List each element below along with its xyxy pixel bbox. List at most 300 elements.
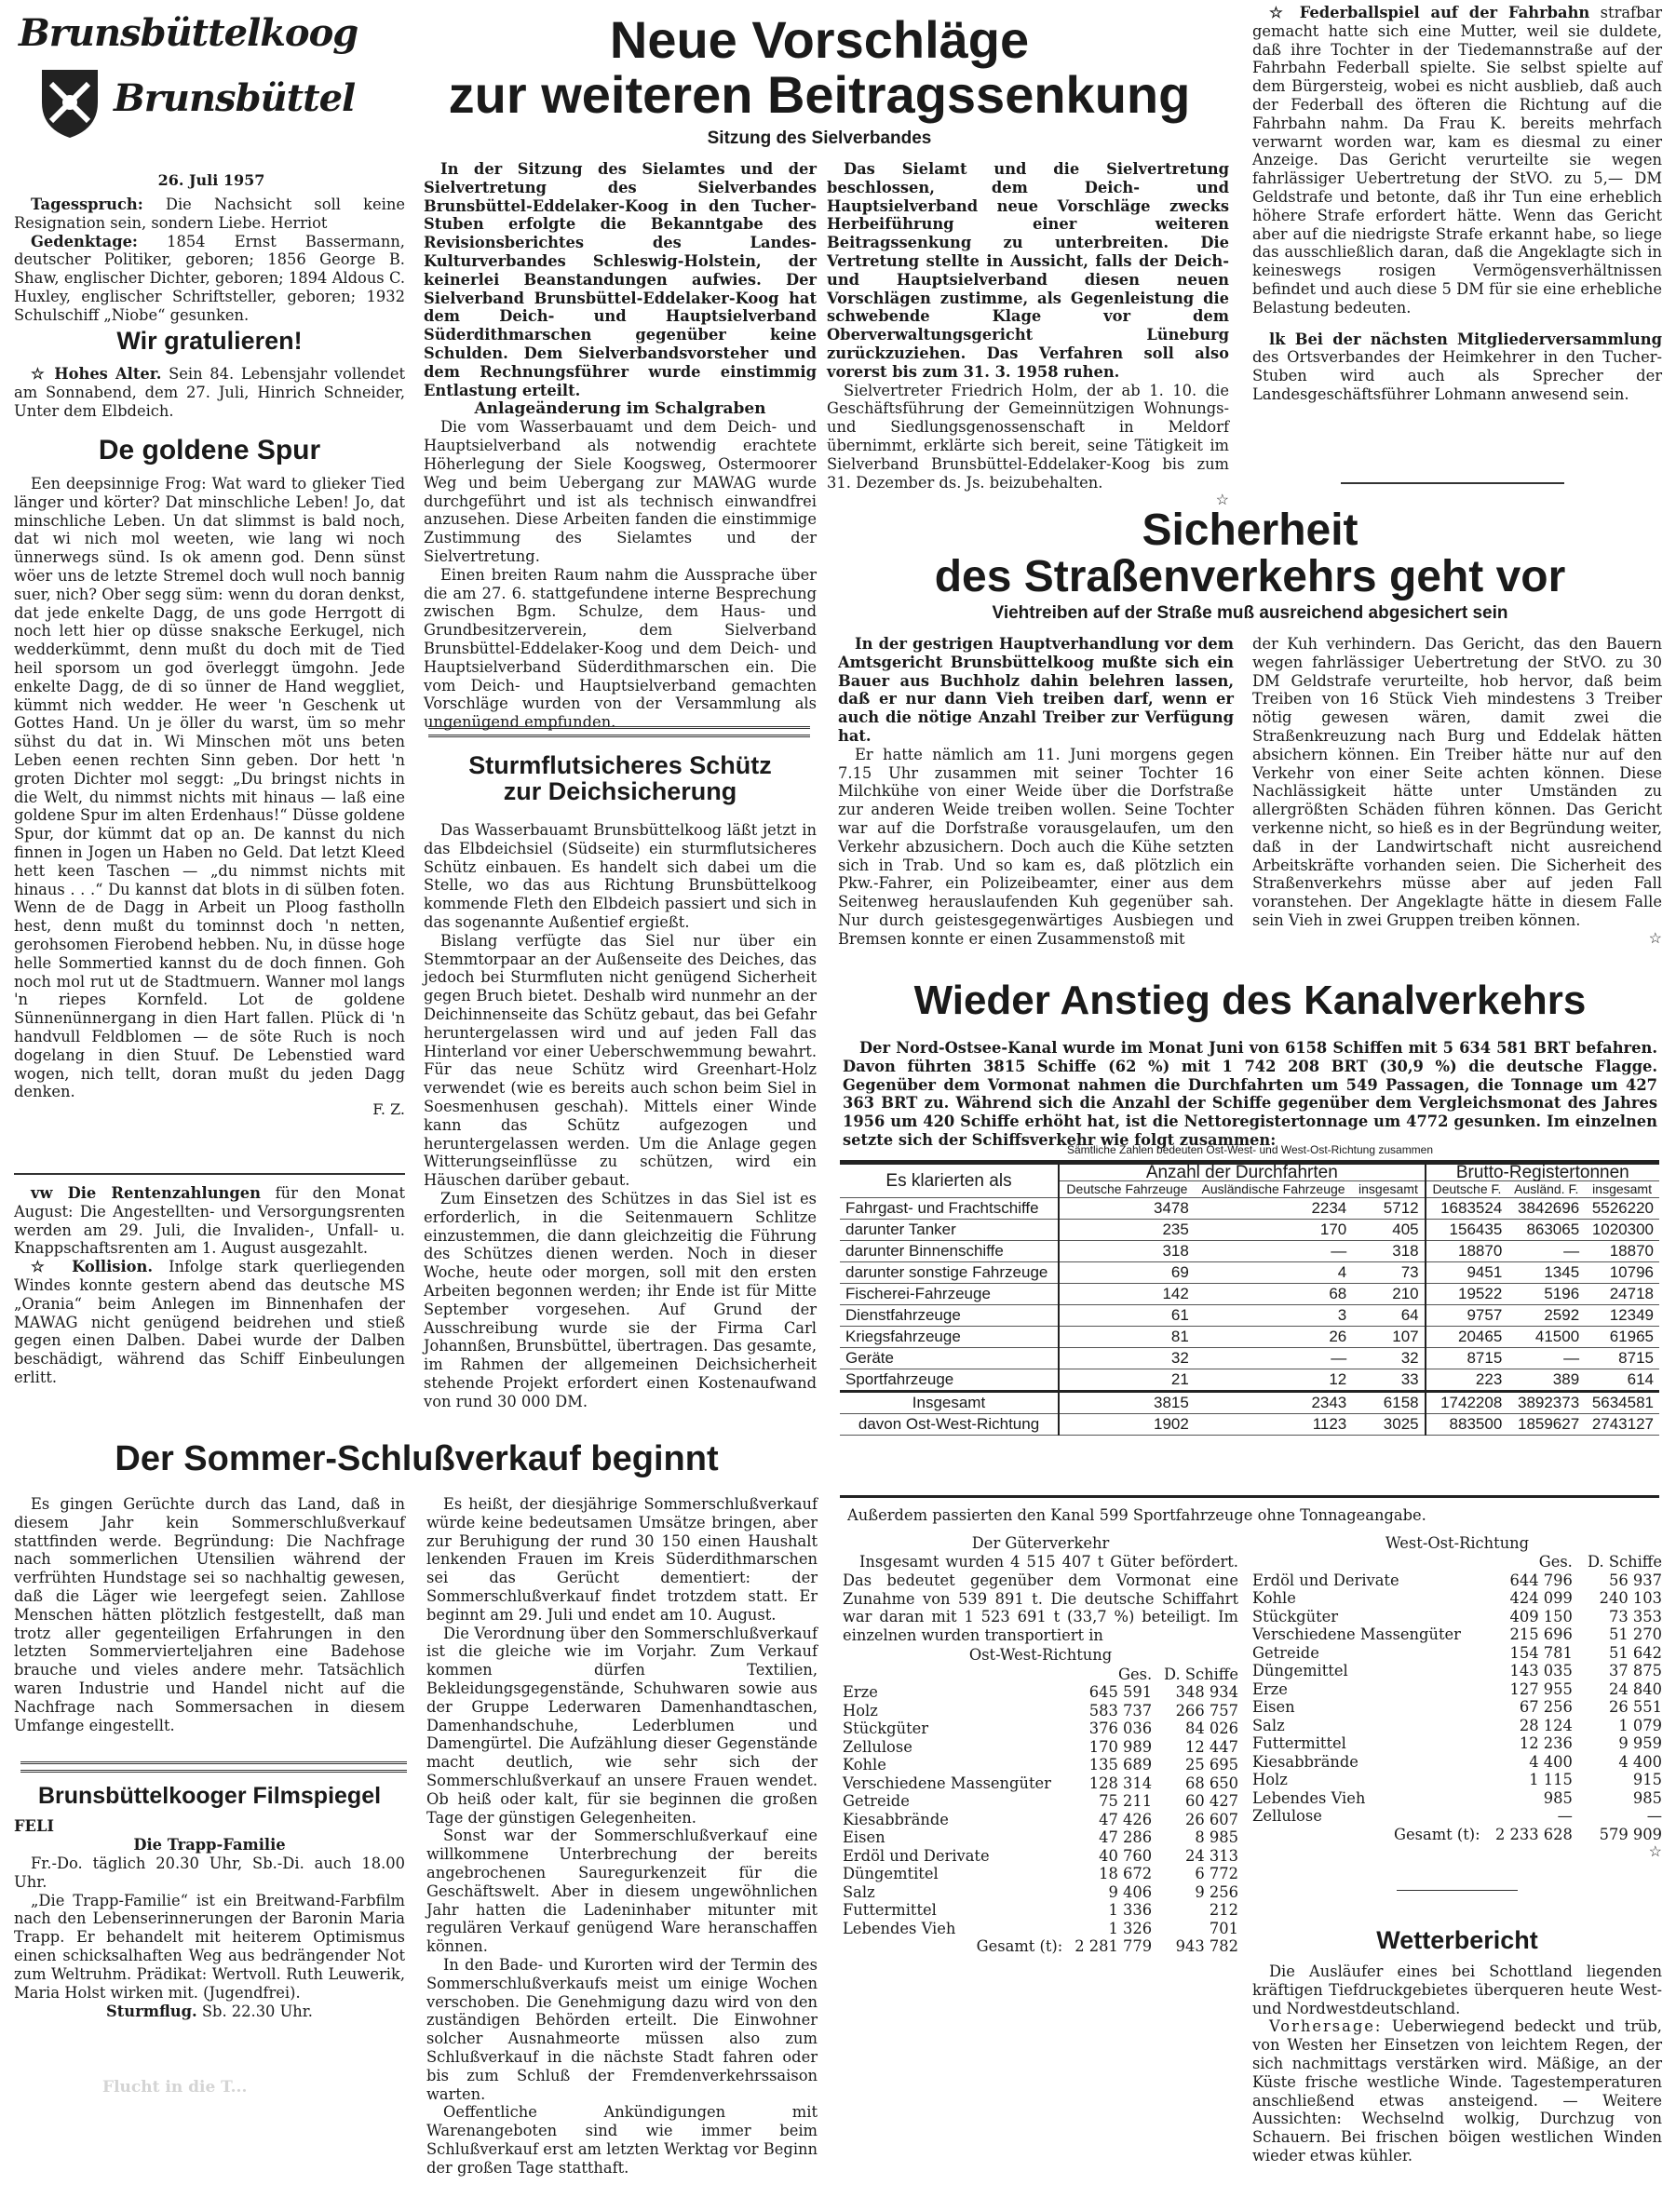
- table-cell: 2343: [1195, 1392, 1352, 1414]
- goods-cell: 12 236: [1519, 1734, 1573, 1752]
- table-cell: 33: [1352, 1369, 1425, 1392]
- row-label: davon Ost-West-Richtung: [840, 1414, 1059, 1436]
- goods-cell: 1 336: [1108, 1901, 1153, 1920]
- goods-cell: 1 115: [1529, 1771, 1573, 1788]
- table-cell: 32: [1059, 1348, 1195, 1369]
- gueter-heading: Der Güterverkehr: [971, 1534, 1110, 1552]
- goods-cell: 75 211: [1099, 1792, 1153, 1811]
- goods-cell: 985: [1543, 1788, 1573, 1807]
- table-row: [840, 1392, 1659, 1414]
- goods-row: [843, 1883, 1238, 1902]
- goods-cell: Kiesabbrände: [843, 1810, 949, 1828]
- kanal-ausserdem: [847, 1506, 1657, 1525]
- table-row: [840, 1262, 1659, 1284]
- verkehr-headline: [838, 507, 1662, 601]
- table-cell: 5526220: [1585, 1198, 1659, 1220]
- table-cell: 863065: [1507, 1220, 1585, 1241]
- schuetz-p2: Bislang verfügte das Siel nur über ein Stemmtorpaar an der Außenseite des Deiches, das jedoch bei Sturmfluten nicht genügend Sicherheit gegen Bruch bietet. Deshalb wird nunmehr an der Deichinnenseite das Schütz gebaut, das bei Gefahr heruntergelassen wird und auf jeden Fall das Hinterland vor einer Ueberschwemmung bewahrt. Für das neue Schütz wird Greenhart-Holz verwendet (wie es bereits auch schon beim Siel in Soesmenhusen geschah). Mittels einer Winde kann das Schütz aufgezogen und heruntergelassen werden. Um die Anlage gegen Witterungseinflüsse zu schützen, wird ein Häuschen darüber gebaut.: [424, 931, 817, 1190]
- table-cell: 61: [1059, 1305, 1195, 1327]
- goods-cell: 60 427: [1185, 1792, 1238, 1811]
- late-movie-time: Sb. 22.30 Uhr.: [201, 2003, 313, 2021]
- table-cell: 1123: [1195, 1414, 1352, 1436]
- goods-row: [843, 1811, 1238, 1829]
- goods-cell: 135 689: [1088, 1756, 1153, 1774]
- wetter-heading: Wetterbericht: [1376, 1926, 1538, 1954]
- goods-cell: Zellulose: [1252, 1807, 1322, 1825]
- goods-row: [1252, 1608, 1662, 1626]
- sommer-p2: Es heißt, der diesjährige Sommerschlußverkauf würde keine bedeutsamen Umsätze bringen, aber zur Beruhigung der rund 30 150 einen Haushalt lenkenden Frauen im Kreis Süderdithmarschen sei das Gerücht dementiert: der Sommerschlußverkauf findet trotzdem statt. Er beginnt am 29. Juli und endet am 10. August.: [426, 1495, 818, 1624]
- goods-row: [1252, 1625, 1662, 1644]
- table-cell: 26: [1195, 1327, 1352, 1348]
- table-cell: 318: [1059, 1241, 1195, 1262]
- goods-cell: 25 695: [1185, 1756, 1238, 1774]
- table-header-durchfahrten: Anzahl der Durchfahrten: [1059, 1165, 1426, 1181]
- table-cell: 1345: [1507, 1262, 1585, 1284]
- ost-west-table: [843, 1666, 1238, 1956]
- table-cell: —: [1195, 1348, 1352, 1369]
- goods-row: [1252, 1734, 1662, 1753]
- goods-cell: 56 937: [1609, 1571, 1662, 1589]
- goods-cell: 12 447: [1185, 1737, 1238, 1756]
- table-cell: 142: [1059, 1284, 1195, 1305]
- table-cell: 883500: [1426, 1414, 1508, 1436]
- table-cell: 156435: [1426, 1220, 1508, 1241]
- goods-cell: Ges.: [1117, 1665, 1153, 1683]
- renten-text: für den Monat August: Die Angestellten- und Versorgungsrenten werden am 29. Juli, die Invaliden-, Unfall- u. Knappschaftsrenten am 1. August ausgezahlt.: [14, 1184, 405, 1258]
- verkehr-title-line1: Sicherheit: [1142, 506, 1358, 555]
- divider: [1341, 482, 1564, 484]
- goods-cell: 4 400: [1618, 1752, 1662, 1771]
- goods-row: [843, 1920, 1238, 1938]
- table-cell: 20465: [1426, 1327, 1508, 1348]
- goods-row: [843, 1756, 1238, 1774]
- table-cell: 19522: [1426, 1284, 1508, 1305]
- goods-cell: Holz: [1252, 1771, 1288, 1788]
- goods-row: [843, 1901, 1238, 1920]
- goods-cell: 701: [1209, 1919, 1238, 1937]
- goldene-spur-heading: De goldene Spur: [98, 435, 321, 465]
- goods-cell: Kiesabbrände: [1252, 1752, 1358, 1771]
- table-cell: 41500: [1507, 1327, 1585, 1348]
- row-label: darunter Tanker: [840, 1220, 1059, 1241]
- table-cell: —: [1507, 1348, 1585, 1369]
- table-subheader: Ausländ. F.: [1507, 1181, 1585, 1198]
- table-cell: 12: [1195, 1369, 1352, 1392]
- goods-cell: 47 426: [1099, 1810, 1153, 1828]
- verkehr-p2: der Kuh verhindern. Das Gericht, das den Bauern wegen fahrlässiger Uebertretung der StVO. zu 30 DM Geldstrafe verurteilte, hob hervor, daß beim Treiben von 16 Stück Vieh mindestens 3 Treiber nötig gewesen wären, damit zwei die Straßenkreuzung nach Burg und Eddelak hätten absichern können. Ein Treiber hätte nur auf den Verkehr von einer Seite achten können. Diese Nachlässigkeit hätte unter Umständen zu allergrößten Schäden führen können. Das Gericht verkenne nicht, so hieß es in der Begründung weiter, daß in der Landwirtschaft nicht ausreichend Arbeitskräfte vorhanden seien. Die Sicherheit des Straßenverkehrs müsse aber auf jeden Fall voranstehen. Der Angeklagte hätte in diesem Falle sein Vieh in zwei Gruppen treiben können.: [1252, 635, 1662, 929]
- goods-row: [1252, 1717, 1662, 1735]
- heimkehrer-text: des Ortsverbandes der Heimkehrer in den Tucher-Stuben wird auch als Sprecher der Landesgeschäftsführer Lohmann anwesend sein.: [1252, 348, 1662, 403]
- table-cell: 32: [1352, 1348, 1425, 1369]
- goods-cell: Lebendes Vieh: [1252, 1788, 1366, 1807]
- gratulieren-heading: Wir gratulieren!: [116, 327, 303, 355]
- cinema-name: FELI: [14, 1817, 55, 1835]
- goods-cell: Gesamt (t):: [1394, 1825, 1480, 1843]
- table-cell: 64: [1352, 1305, 1425, 1327]
- goods-cell: Erdöl und Derivate: [1252, 1571, 1399, 1589]
- goods-cell: Düngemittel: [1252, 1662, 1348, 1679]
- issue-date: 26. Juli 1957: [157, 171, 265, 189]
- table-cell: 8715: [1585, 1348, 1659, 1369]
- table-header-brt: Brutto-Registertonnen: [1426, 1165, 1659, 1181]
- goods-cell: 37 875: [1609, 1662, 1662, 1679]
- goods-row: [843, 1702, 1238, 1720]
- goods-cell: 579 909: [1599, 1825, 1662, 1843]
- goods-cell: 24 840: [1609, 1679, 1662, 1698]
- table-cell: 2592: [1507, 1305, 1585, 1327]
- table-cell: 3: [1195, 1305, 1352, 1327]
- goods-cell: 9 406: [1108, 1882, 1153, 1901]
- goods-row: [843, 1792, 1238, 1811]
- table-cell: —: [1195, 1241, 1352, 1262]
- siel-title-line1: Neue Vorschläge: [609, 10, 1030, 69]
- goods-row: [843, 1738, 1238, 1757]
- verkehr-p1: Er hatte nämlich am 11. Juni morgens gegen 7.15 Uhr zusammen mit seiner Tochter 16 Milchkühe von einer Weide über die Dorfstraße zur anderen Weide treiben wollen. Seine Tochter war auf die Dorfstraße vorausgelaufen, um den Verkehr abzusichern. Doch auch die Kühe setzten sich in Trab. Und so kam es, daß plötzlich ein Pkw.-Fahrer, ein Polizeibeamter, einer aus dem Seitenweg herauslaufenden Kuh gegenüber sah. Nur durch geistesgegenwärtiges Ausbiegen und Bremsen konnte er einen Zusammenstoß mit: [838, 745, 1234, 948]
- goods-cell: Futtermittel: [843, 1901, 937, 1920]
- table-cell: 3892373: [1507, 1392, 1585, 1414]
- goods-cell: 26 607: [1185, 1810, 1238, 1828]
- goods-cell: 2 281 779: [1075, 1937, 1153, 1956]
- goods-cell: Kohle: [1252, 1589, 1296, 1607]
- table-cell: 5712: [1352, 1198, 1425, 1220]
- row-label: darunter Binnenschiffe: [840, 1241, 1059, 1262]
- goods-cell: 6 772: [1195, 1865, 1238, 1883]
- goods-cell: 583 737: [1088, 1701, 1153, 1720]
- verkehr-subtitle: Viehtreiben auf der Straße muß ausreichend abgesichert sein: [992, 603, 1508, 623]
- goldene-spur-text: Een deepsinnige Frog: Wat ward to glieker Tied länger und körter? Dat minschliche Leben! Jo, dat minschliche Leben. Un dat slimmst is bald noch, dat wi nich mol weeten, wie lang wi noch ünnerwegs sünd. Is ok amenn god. Denn sünst wöer uns de letzte Stremel doch wull noch bannig suer, nich? Ober segg süm: wenn du doran denkst, dat jede enkelte Dagg, de uns gode Herrgott di noch lett hier op düsse snaksche Eerkugel, nich wedderkümmt, denn mußt du doch mit de Tied heil sporsom un god överleggt ümgohn. Jede enkelte Dagg, de di so ünner de Hand weggliet, kümmt nich wedder. He weer 'n Geschenk ut Gottes Hand. Un je öller du warst, üm so mehr sühst du dat in. Wi Minschen möt uns beten Leben eenen rechten Sinn geben. Dor hett 'n groten Dichter mol seggt: „Du bringst nichts in die Welt, du nimmst nichts mit hinaus — laß eine goldene Spur im alten Erdenhaus!“ Düsse goldene Spur, dor kümmt dat op an. De kannst du nich finnen in Jogen un Haben no Geld. Dat letzt Kleed hett keen Taschen — „du nimmst nichts mit hinaus . . .“ Du kannst dat blots in di sülben foten. Wenn de de Dagg in Arbeit un Ploog fastholln hest, denn mußt du tominnst doch 'n netten, gerohsomen Fierobend hebben. Nu, in düsse hoge helle Sommertied kannst du de doch finnen. Goh noch mol rut ut de Stadtmuern. Wanner mol langs 'n riepes Kornfeld. Lot de goldene Sünnenünnergang in dien Hart fallen. Plück di 'n handvull Feldblomen — de söte Ruch is noch dogelang in dien Stuuf. De Lebenstied ward wogen, nich tellt, doran mußt du jeden Dagg denken.: [14, 475, 405, 1101]
- goods-cell: 51 642: [1609, 1643, 1662, 1662]
- heimkehrer-label: lk Bei der nächsten Mitgliederversammlung: [1269, 330, 1662, 348]
- goods-cell: 943 782: [1175, 1937, 1238, 1956]
- kanal-table-note: Sämtliche Zahlen bedeuten Ost-West- und West-Ost-Richtung zusammen: [1066, 1143, 1434, 1156]
- goods-row: [1252, 1680, 1662, 1699]
- table-subheader: Ausländische Fahrzeuge: [1195, 1181, 1352, 1198]
- goods-cell: —: [1646, 1807, 1662, 1825]
- table-cell: 24718: [1585, 1284, 1659, 1305]
- gueter-text: Insgesamt wurden 4 515 407 t Güter befördert. Das bedeutet gegenüber dem Vormonat eine Zunahme von 539 891 t. Die deutsche Schiffahrt war daran mit 1 523 691 t (33,7 %) beteiligt. Im einzelnen wurden transportiert in: [843, 1553, 1238, 1645]
- goods-cell: 645 591: [1088, 1683, 1153, 1702]
- table-cell: 170: [1195, 1220, 1352, 1241]
- goods-cell: 915: [1632, 1771, 1662, 1788]
- ornamental-divider: [20, 1761, 407, 1773]
- goods-cell: 424 099: [1509, 1589, 1573, 1607]
- table-row: [840, 1198, 1659, 1220]
- goods-cell: 1 326: [1108, 1919, 1153, 1937]
- table-cell: 9757: [1426, 1305, 1508, 1327]
- federball-text: strafbar gemacht hatte sich eine Mutter, weil sie duldete, daß ihre Tochter in der Tiedemannstraße auf der Fahrbahn Federball spielte. Sie selbst spielte auf dem Bürgersteig, wobei es nicht ausblieb, daß auch der Federball des öfteren die Richtung auf die Fahrbahn nahm. Da Frau K. bereits mehrfach verwarnt worden war, kam es diesmal zu einer Anzeige. Das Gericht verurteilte sie wegen fahrlässiger Uebertretung der StVO. zu 5,— DM Geldstrafe und betonte, daß ihr Tun eine erheblich höhere Strafe erfordert hätte. Wenn das Gericht aber auf die niedrigste Strafe erkannt habe, so liege das ausschließlich daran, daß die Angeklagte sich in keineswegs rosigen Vermögensverhältnissen befindet und auch diese 5 DM für sie eine erhebliche Belastung bedeuten.: [1252, 4, 1662, 317]
- schuetz-p3: Zum Einsetzen des Schützes in das Siel ist es erforderlich, in die Seitenmauern Schlitze einzustemmen, die dann gleichzeitig die Führung des Schützes dienen werden. Noch in dieser Woche, heute oder morgen, soll mit den ersten Arbeiten begonnen werden; ihr Ende ist für Mitte September vorgesehen. Auf Grund der Ausschreibung wurde sie der Firma Carl Johannßen, Brunsbüttel, übertragen. Das gesamte, im Rahmen der allgemeinen Deichsicherheit stehende Projekt erfordert einen Kostenaufwand von rund 30 000 DM.: [424, 1189, 817, 1410]
- verkehr-column-2: [1252, 635, 1662, 961]
- table-subheader: Deutsche F.: [1426, 1181, 1508, 1198]
- star-icon: ☆: [1215, 491, 1229, 509]
- goods-cell: 18 672: [1099, 1865, 1153, 1883]
- right-top-news: [1252, 4, 1662, 469]
- kollision-text: Infolge stark querliegenden Windes konnte gestern abend das deutsche MS „Orania“ beim Anlegen im Binnenhafen der MAWAG nicht genügend beidrehen und stieß gegen einen Dalben. Dabei wurde der Dalben beschädigt, während das Schiff Einbeulungen erlitt.: [14, 1258, 406, 1386]
- goods-total: [1252, 1826, 1662, 1844]
- table-cell: 18870: [1585, 1241, 1659, 1262]
- goods-row: [1252, 1698, 1662, 1717]
- sommer-p1: Es gingen Gerüchte durch das Land, daß in diesem Jahr kein Sommerschlußverkauf stattfinden werde. Begründung: Die Nachfrage nach sommerlichen Utensilien während der verfrühten Hundstage sei so nachhaltig gewesen, daß die Läger wie leergefegt seien. Zahllose Menschen hätten plötzlich festgestellt, daß man trotz aller gegenteiligen Erfahrungen in den letzten Sommervierteljahren eine Badehose brauche und vieles andere mehr. Tatsächlich waren Industrie und Handel nicht auf die Nachfrage nach Sommersachen in diesem Umfange eingestellt.: [14, 1495, 405, 1734]
- gedenktage-label: Gedenktage:: [31, 232, 138, 250]
- goods-cell: 67 256: [1519, 1698, 1573, 1716]
- siel-subhead: Anlageänderung im Schalgraben: [474, 399, 766, 419]
- verkehr-lead: In der gestrigen Hauptverhandlung vor dem Amtsgericht Brunsbüttelkoog mußte sich ein Bauer aus Buchholz dahin belehren lassen, daß er nur dann Vieh treiben darf, wenn er auch die nötige Anzahl Treiber zur Verfügung hat.: [838, 635, 1234, 745]
- hohes-alter-text: Sein 84. Lebensjahr vollendet am Sonnabend, dem 27. Juli, Hinrich Schneider, Unter dem Elbdeich.: [14, 365, 405, 420]
- schuetz-headline: [424, 752, 817, 805]
- goods-row: [843, 1683, 1238, 1702]
- goods-cell: 348 934: [1175, 1683, 1238, 1702]
- kanal-lead: [843, 1039, 1657, 1149]
- table-cell: —: [1507, 1241, 1585, 1262]
- table-cell: 9451: [1426, 1262, 1508, 1284]
- goods-cell: Gesamt (t):: [976, 1937, 1063, 1956]
- masthead: [11, 7, 412, 156]
- gueter-column-right: [1252, 1534, 1662, 1860]
- schuetz-p1: Das Wasserbauamt Brunsbüttelkoog läßt jetzt in das Elbdeichsiel (Südseite) ein sturmflutsicheres Schütz einbauen. Es handelt sich dabei um die Stelle, wo das aus Richtung Brunsbüttelkoog kommende Fleth den Elbdeich passiert und sich in das sogenannte Außentief ergießt.: [424, 821, 817, 931]
- table-subheader: Deutsche Fahrzeuge: [1059, 1181, 1195, 1198]
- ausserdem-text: Außerdem passierten den Kanal 599 Sportfahrzeuge ohne Tonnageangabe.: [847, 1506, 1426, 1524]
- coat-of-arms-icon: [37, 65, 102, 140]
- goods-cell: Düngemtitel: [843, 1865, 939, 1883]
- table-cell: 12349: [1585, 1305, 1659, 1327]
- divider: [14, 1173, 405, 1175]
- hohes-alter-label: ☆ Hohes Alter.: [31, 365, 162, 383]
- siel-title-line2: zur weiteren Beitragssenkung: [448, 64, 1191, 124]
- table-cell: 1859627: [1507, 1414, 1585, 1436]
- late-movie-title: Sturmflug.: [106, 2003, 197, 2021]
- goods-row: [1252, 1571, 1662, 1590]
- goods-cell: 4 400: [1529, 1752, 1573, 1771]
- sommer-p4: Sonst war der Sommerschlußverkauf eine willkommene Unterbrechung der bereits angebrochenen Sauregurkenzeit für die Geschäftswelt. Aber in diesem ungewöhnlichen Jahr hatten die Ladeninhaber mitunter mit regulären Verkauf genügend Ware heranschaffen können.: [426, 1827, 818, 1956]
- goods-cell: 154 781: [1509, 1643, 1573, 1662]
- goods-cell: [1252, 1553, 1480, 1571]
- siel-p2: Einen breiten Raum nahm die Aussprache über die am 27. 6. stattgefundene interne Besprechung zwischen Bgm. Schulze, dem Haus- und Grundbesitzerverein, dem Sielverband Brunsbüttel-Eddelaker-Koog und dem Deich- und Hauptsielverband Süderdithmarschen ein. Die vom Deich- und Hauptsielverband gemachten Vorschläge wurden von der Versammlung als ungenügend empfunden.: [424, 565, 817, 732]
- table-cell: 5196: [1507, 1284, 1585, 1305]
- siel-column-1: [424, 160, 817, 732]
- table-cell: 10796: [1585, 1262, 1659, 1284]
- tagesspruch-label: Tagesspruch:: [31, 196, 143, 213]
- goods-cell: Futtermittel: [1252, 1734, 1346, 1752]
- film-heading: Brunsbüttelkooger Filmspiegel: [37, 1783, 382, 1809]
- wetter-p1: Die Ausläufer eines bei Schottland liegenden kräftigen Tiefdruckgebietes überqueren heute West- und Nordwestdeutschland.: [1252, 1962, 1662, 2017]
- schuetz-article: [424, 821, 817, 1417]
- goods-cell: 644 796: [1509, 1571, 1573, 1589]
- gueter-column-left: [843, 1534, 1238, 1956]
- table-row: [840, 1348, 1659, 1369]
- goods-row: [1252, 1771, 1662, 1789]
- masthead-line2: Brunsbüttel: [114, 76, 356, 120]
- tagesspruch: [14, 196, 405, 326]
- goods-cell: Getreide: [1252, 1643, 1319, 1662]
- west-ost-table: [1252, 1553, 1662, 1843]
- wetter-forecast-text: Ueberwiegend bedeckt und trüb, von Westen her Einsetzen von leichtem Regen, der sich nachmittags verstärken wird. Mäßige, an der Küste frische westliche Winde. Tagestemperaturen anschließend etwas ansteigend. — Weitere Aussichten: Wechselnd wolkig, Durchzug von Schauern. Bei frischen böigen westlichen Winden wieder etwas kühler.: [1252, 2017, 1662, 2165]
- sommer-p3: Die Verordnung über den Sommerschlußverkauf ist die gleiche wie im Vorjahr. Zum Verkauf kommen dürfen Textilien, Bekleidungsgegenstände, Schuhwaren sowie aus der Gruppe Lederwaren Damenhandtaschen, Damenhandschuhe, Lederblumen und Damengürtel. Die Aufzählung dieser Gegenstände macht deutlich, wie sehr sich der Sommerschlußverkauf an unsere Frauen wendet. Ob heiß oder kalt, für sie beginnen die großen Tage der günstigen Gelegenheiten.: [426, 1624, 818, 1827]
- goods-cell: Verschiedene Massengüter: [1252, 1625, 1461, 1643]
- goods-cell: 170 989: [1088, 1737, 1153, 1756]
- table-cell: 405: [1352, 1220, 1425, 1241]
- table-cell: 235: [1059, 1220, 1195, 1241]
- star-icon: ☆: [1648, 1842, 1662, 1860]
- table-cell: 1683524: [1426, 1198, 1508, 1220]
- siel-column-2: [827, 160, 1229, 509]
- table-cell: 69: [1059, 1262, 1195, 1284]
- goods-row: [1252, 1753, 1662, 1772]
- row-label: darunter sonstige Fahrzeuge: [840, 1262, 1059, 1284]
- goods-cell: 73 353: [1609, 1607, 1662, 1625]
- goods-cell: Eisen: [843, 1828, 885, 1847]
- wetter-article: [1252, 1962, 1662, 2212]
- divider: [1397, 1890, 1518, 1891]
- goods-cell: Getreide: [843, 1792, 910, 1811]
- goods-cell: 215 696: [1509, 1625, 1573, 1643]
- movie-title: Die Trapp-Familie: [133, 1836, 286, 1854]
- goods-cell: [843, 1666, 1062, 1684]
- table-cell: 210: [1352, 1284, 1425, 1305]
- goods-cell: 127 955: [1509, 1679, 1573, 1698]
- goods-cell: Salz: [1252, 1716, 1285, 1734]
- goods-cell: 84 026: [1185, 1720, 1238, 1738]
- table-cell: 2234: [1195, 1198, 1352, 1220]
- goods-cell: 409 150: [1509, 1607, 1573, 1625]
- short-news: [14, 1184, 406, 1386]
- goods-row: [1252, 1644, 1662, 1663]
- schuetz-title-line1: Sturmflutsicheres Schütz: [468, 751, 772, 779]
- row-label: Kriegsfahrzeuge: [840, 1327, 1059, 1348]
- table-cell: 3025: [1352, 1414, 1425, 1436]
- table-subheader: insgesamt: [1585, 1181, 1659, 1198]
- verkehr-title-line2: des Straßenverkehrs geht vor: [934, 552, 1566, 602]
- goods-cell: 24 313: [1185, 1846, 1238, 1865]
- goods-cell: 47 286: [1099, 1828, 1153, 1847]
- row-label: Geräte: [840, 1348, 1059, 1369]
- goods-cell: Verschiedene Massengüter: [843, 1774, 1051, 1792]
- table-cell: 1902: [1059, 1414, 1195, 1436]
- siel-p4: Sielvertreter Friedrich Holm, der ab 1. 10. die Geschäftsführung der Gemeinnützigen Wohnungs- und Siedlungsgenossenschaft in Meldorf übernimmt, erklärte sich bereit, seine Tätigkeit im Sielverband Brunsbüttel-Eddelaker-Koog bis zum 31. Dezember ds. Js. beizubehalten.: [827, 381, 1229, 492]
- west-ost-heading: West-Ost-Richtung: [1385, 1534, 1530, 1552]
- table-cell: 3815: [1059, 1392, 1195, 1414]
- goods-cell: 376 036: [1088, 1720, 1153, 1738]
- table-row: [840, 1241, 1659, 1262]
- table-row: [840, 1327, 1659, 1348]
- siel-subtitle: Sitzung des Sielverbandes: [707, 128, 932, 148]
- goods-cell: 68 650: [1185, 1774, 1238, 1792]
- table-cell: 8715: [1426, 1348, 1508, 1369]
- goods-cell: 240 103: [1599, 1589, 1662, 1607]
- sommer-column-1: [14, 1495, 405, 1734]
- film-article: [14, 1817, 405, 2059]
- goods-row: [1252, 1807, 1662, 1826]
- ornamental-divider: [428, 726, 810, 737]
- goldene-spur-author: F. Z.: [372, 1100, 405, 1119]
- goods-cell: 985: [1632, 1788, 1662, 1807]
- table-cell: 107: [1352, 1327, 1425, 1348]
- table-cell: 1742208: [1426, 1392, 1508, 1414]
- sommer-p5: In den Bade- und Kurorten wird der Termin des Sommerschlußverkaufs meist um einige Wochen verschoben. Die Genehmigung dazu wird von den zuständigen Behörden erteilt. Die Einwohner solcher Ausnahmeorte müssen also zum Schlußverkauf in die nächste Stadt fahren oder bis zum Schluß der Fremdenverkehrssaison warten.: [426, 1955, 818, 2103]
- goods-row: [1252, 1589, 1662, 1608]
- table-cell: 21: [1059, 1369, 1195, 1392]
- table-cell: 6158: [1352, 1392, 1425, 1414]
- table-cell: 223: [1426, 1369, 1508, 1392]
- table-row: [840, 1369, 1659, 1392]
- goods-row: [843, 1774, 1238, 1793]
- goods-cell: 26 551: [1609, 1698, 1662, 1716]
- goods-cell: Stückgüter: [843, 1720, 929, 1738]
- schuetz-title-line2: zur Deichsicherung: [503, 777, 737, 806]
- kollision-label: ☆ Kollision.: [31, 1258, 154, 1276]
- table-cell: 3842696: [1507, 1198, 1585, 1220]
- ost-west-heading: Ost-West-Richtung: [968, 1645, 1113, 1664]
- goods-cell: 8 985: [1195, 1828, 1238, 1847]
- siel-p1: Die vom Wasserbauamt und dem Deich- und Hauptsielverband als notwendig erachtete Höherlegung der Siele Koogsweg, Ostermoorer Weg und beim Uebergang zur MAWAG wurde durchgeführt und ist als technisch einwandfrei anzusehen. Diese Arbeiten fanden die einstimmige Zustimmung des Sielamtes und der Sielvertretung.: [424, 418, 817, 565]
- goods-cell: D. Schiffe: [1164, 1665, 1238, 1683]
- row-label: Insgesamt: [840, 1392, 1059, 1414]
- table-row: [840, 1305, 1659, 1327]
- goods-cell: Stückgüter: [1252, 1607, 1339, 1625]
- goods-header: [843, 1666, 1238, 1684]
- goods-cell: —: [1557, 1807, 1573, 1825]
- goods-cell: Zellulose: [843, 1737, 912, 1756]
- goods-cell: D. Schiffe: [1588, 1553, 1662, 1571]
- goods-row: [843, 1720, 1238, 1738]
- federball-label: ☆ Federballspiel auf der Fahrbahn: [1269, 4, 1590, 21]
- goods-cell: 9 959: [1618, 1734, 1662, 1752]
- table-cell: 1020300: [1585, 1220, 1659, 1241]
- sommer-column-2: [426, 1495, 818, 2212]
- row-label: Fahrgast- und Frachtschiffe: [840, 1198, 1059, 1220]
- table-cell: 73: [1352, 1262, 1425, 1284]
- table-cell: 389: [1507, 1369, 1585, 1392]
- goods-row: [843, 1828, 1238, 1847]
- goods-header: [1252, 1553, 1662, 1571]
- renten-label: vw Die Rentenzahlungen: [31, 1184, 261, 1202]
- siel-headline: [419, 10, 1220, 125]
- table-cell: 614: [1585, 1369, 1659, 1392]
- goods-cell: 1 079: [1618, 1716, 1662, 1734]
- table-cell: 68: [1195, 1284, 1352, 1305]
- table-subheader: insgesamt: [1352, 1181, 1425, 1198]
- row-label: Fischerei-Fahrzeuge: [840, 1284, 1059, 1305]
- goods-cell: Erze: [1252, 1679, 1288, 1698]
- table-header-category: Es klarierten als: [840, 1165, 1059, 1198]
- star-icon: ☆: [1648, 928, 1662, 947]
- row-label: Sportfahrzeuge: [840, 1369, 1059, 1392]
- goods-total: [843, 1937, 1238, 1956]
- goods-cell: 51 270: [1609, 1625, 1662, 1643]
- goods-cell: Erdöl und Derivate: [843, 1846, 990, 1865]
- siel-lead: In der Sitzung des Sielamtes und der Sielvertretung des Sielverbandes Brunsbüttel-Eddelaker-Koog in den Tucher-Stuben erfolgte die Bekanntgabe des Revisionsberichtes des Landes-Kulturverbandes Schleswig-Holstein, der keinerlei Beanstandungen aufwies. Der Sielverband Brunsbüttel-Eddelaker-Koog hat dem Deich- und Hauptsielverband Süderdithmarschen gegenüber keine Schulden. Dem Sielverbandsvorsteher und dem Rechnungsführer wurde einstimmig Entlastung erteilt.: [424, 160, 817, 399]
- goldene-spur-article: [14, 475, 405, 1166]
- goods-cell: 28 124: [1519, 1716, 1573, 1734]
- goods-cell: Kohle: [843, 1756, 886, 1774]
- masthead-line1: Brunsbüttelkoog: [19, 11, 358, 55]
- verkehr-column-1: [838, 635, 1234, 961]
- goods-cell: 9 256: [1195, 1882, 1238, 1901]
- table-cell: 81: [1059, 1327, 1195, 1348]
- table-row: [840, 1414, 1659, 1436]
- table-cell: 18870: [1426, 1241, 1508, 1262]
- goods-cell: 143 035: [1509, 1662, 1573, 1679]
- table-cell: 5634581: [1585, 1392, 1659, 1414]
- movie-description: „Die Trapp-Familie“ ist ein Breitwand-Farbfilm nach den Lebenserinnerungen der Baronin Maria Trapp. Er behandelt mit heiterem Optimismus einen schicksalhaften Weg aus bedrängender Not zum Weltruhm. Prädikat: Wertvoll. Ruth Leuwerik, Maria Holst wirken mit. (Jugendfrei).: [14, 1891, 405, 2002]
- table-cell: 318: [1352, 1241, 1425, 1262]
- sommer-headline: Der Sommer-Schlußverkauf beginnt: [115, 1439, 719, 1478]
- faded-film-title: Flucht in die T...: [102, 2078, 248, 2097]
- siel-p3: Das Sielamt und die Sielvertretung beschlossen, dem Deich- und Hauptsielverband neue Vorschläge zwecks Herbeiführung einer weiteren Beitragssenkung zu unterbreiten. Die Vertretung stellte in Aussicht, falls der Deich- und Hauptsielverband diesen neuen Vorschlägen zustimme, als Gegenleistung die schwebende Klage vor dem Oberverwaltungsgericht Lüneburg zurückzuziehen. Das Verfahren soll also vorerst bis zum 31. 3. 1958 ruhen.: [827, 160, 1229, 381]
- table-row: [840, 1284, 1659, 1305]
- goods-cell: Lebendes Vieh: [843, 1919, 956, 1937]
- goods-cell: Salz: [843, 1882, 875, 1901]
- kanal-table: [840, 1160, 1659, 1498]
